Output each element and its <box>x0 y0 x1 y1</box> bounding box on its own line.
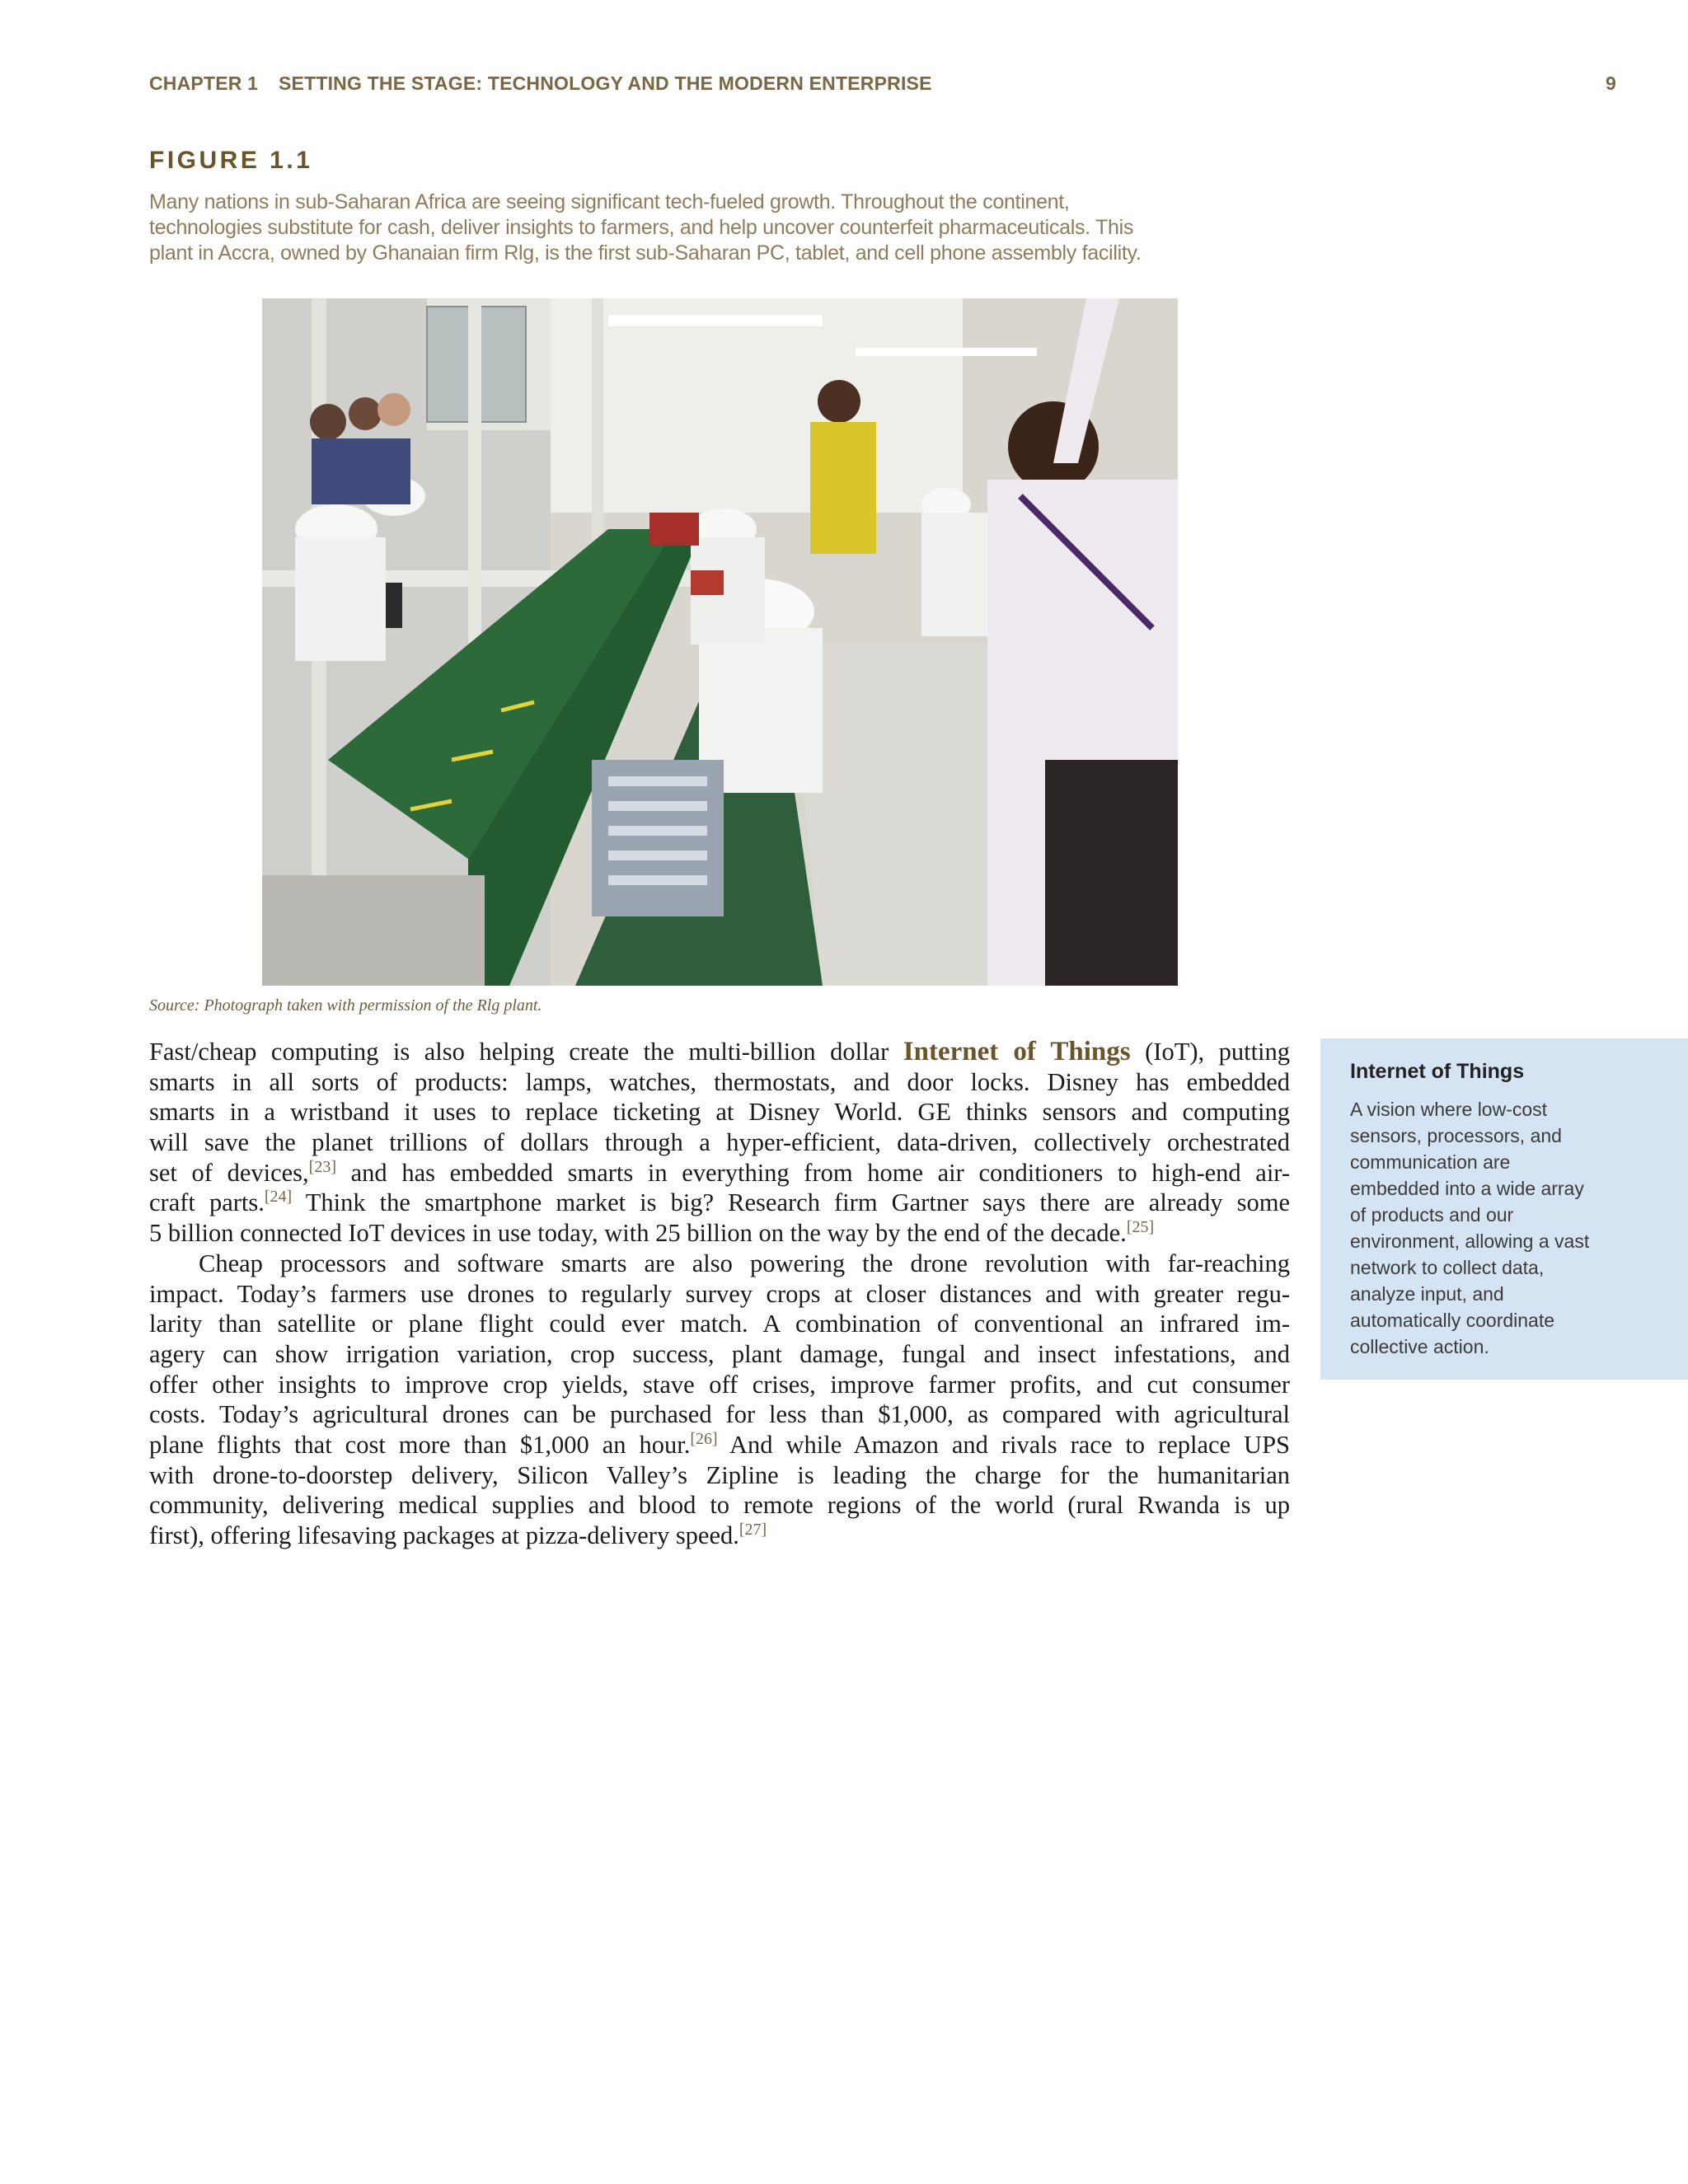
text-line: smarts in a wristband it uses to replace ticketing at Disney World. GE thinks sensors and computing <box>149 1098 1290 1127</box>
glossary-sidebar <box>1320 1038 1688 1380</box>
chapter-title: SETTING THE STAGE: TECHNOLOGY AND THE MODERN ENTERPRISE <box>279 73 932 94</box>
definition-line: analyze input, and <box>1350 1283 1504 1305</box>
text-line <box>149 1521 1290 1551</box>
text-run: Fast/cheap computing is also helping create the multi-billion dollar <box>149 1038 889 1066</box>
text-run: craft parts. <box>149 1188 265 1217</box>
sidebar-title: Internet of Things <box>1350 1060 1525 1083</box>
caption-line: Many nations in sub-Saharan Africa are seeing significant tech-fueled growth. Throughout the continent, <box>149 190 1070 213</box>
text-run: and has embedded smarts in everything from home air conditioners to high-end air- <box>350 1158 1290 1187</box>
citation-link[interactable]: [26] <box>690 1429 718 1448</box>
page-number: 9 <box>1606 73 1616 94</box>
definition-line: A vision where low-cost <box>1350 1099 1548 1120</box>
citation-link[interactable]: [24] <box>264 1188 293 1207</box>
caption-line: plant in Accra, owned by Ghanaian firm Rlg, is the first sub-Saharan PC, tablet, and cell phone assembly facility. <box>149 241 1142 265</box>
definition-line: communication are <box>1350 1151 1511 1173</box>
definition-line: collective action. <box>1350 1336 1489 1357</box>
definition-line: embedded into a wide array <box>1350 1178 1584 1199</box>
text-run: first), offering lifesaving packages at pizza-delivery speed. <box>149 1521 739 1549</box>
text-line: smarts in all sorts of products: lamps, watches, thermostats, and door locks. Disney has embedded <box>149 1067 1290 1096</box>
text-run: 5 billion connected IoT devices in use today, with 25 billion on the way by the end of the decade. <box>149 1219 1127 1248</box>
text-run: set of devices, <box>149 1158 309 1187</box>
text-line <box>149 1158 1290 1188</box>
definition-line: network to collect data, <box>1350 1257 1545 1278</box>
text-line: offer other insights to improve crop yields, stave off crises, improve farmer profits, and cut consumer <box>149 1370 1290 1399</box>
citation-link[interactable]: [23] <box>308 1157 336 1176</box>
figure-source: Source: Photograph taken with permission of the Rlg plant. <box>149 996 542 1015</box>
text-line <box>149 1430 1290 1460</box>
caption-line: technologies substitute for cash, deliver insights to farmers, and help uncover counterfeit pharmaceuticals. This <box>149 216 1134 239</box>
definition-line: environment, allowing a vast <box>1350 1230 1590 1252</box>
text-line <box>149 1218 1290 1249</box>
glossary-term-internet-of-things[interactable]: Internet of Things <box>903 1037 1131 1066</box>
text-line: with drone-to-doorstep delivery, Silicon Valley’s Zipline is leading the charge for the humanitarian <box>149 1460 1290 1489</box>
citation-link[interactable]: [27] <box>738 1520 767 1539</box>
text-line: community, delivering medical supplies and blood to remote regions of the world (rural Rwanda is up <box>149 1491 1290 1520</box>
text-line: agery can show irrigation variation, crop success, plant damage, fungal and insect infestations, and <box>149 1339 1290 1368</box>
text-run: Think the smartphone market is big? Research firm Gartner says there are already some <box>305 1188 1291 1217</box>
text-run: And while Amazon and rivals race to replace UPS <box>729 1430 1290 1459</box>
definition-line: automatically coordinate <box>1350 1310 1555 1331</box>
figure-caption <box>149 190 1303 266</box>
text-run: (IoT), putting <box>1145 1038 1291 1066</box>
running-head <box>149 73 1616 101</box>
text-line <box>149 1037 1290 1067</box>
text-line: Cheap processors and software smarts are also powering the drone revolution with far-reaching <box>199 1249 1290 1277</box>
sidebar-definition <box>1350 1096 1672 1360</box>
chapter-number: CHAPTER 1 <box>149 73 259 94</box>
text-run: plane flights that cost more than $1,000 an hour. <box>149 1430 691 1459</box>
text-line: costs. Today’s agricultural drones can be purchased for less than $1,000, as compared with agricultural <box>149 1400 1290 1429</box>
text-line: impact. Today’s farmers use drones to regularly survey crops at closer distances and with greater regu- <box>149 1279 1290 1308</box>
definition-line: sensors, processors, and <box>1350 1125 1562 1146</box>
figure-label: FIGURE 1.1 <box>149 147 313 174</box>
definition-line: of products and our <box>1350 1204 1514 1226</box>
citation-link[interactable]: [25] <box>1126 1217 1155 1236</box>
text-line: larity than satellite or plane flight could ever match. A combination of conventional an infrared im- <box>149 1310 1290 1338</box>
text-line <box>149 1188 1290 1218</box>
text-line: will save the planet trillions of dollars through a hyper-efficient, data-driven, collectively orchestrated <box>149 1128 1290 1157</box>
body-text <box>149 1037 1290 1551</box>
factory-photo <box>262 298 1178 986</box>
